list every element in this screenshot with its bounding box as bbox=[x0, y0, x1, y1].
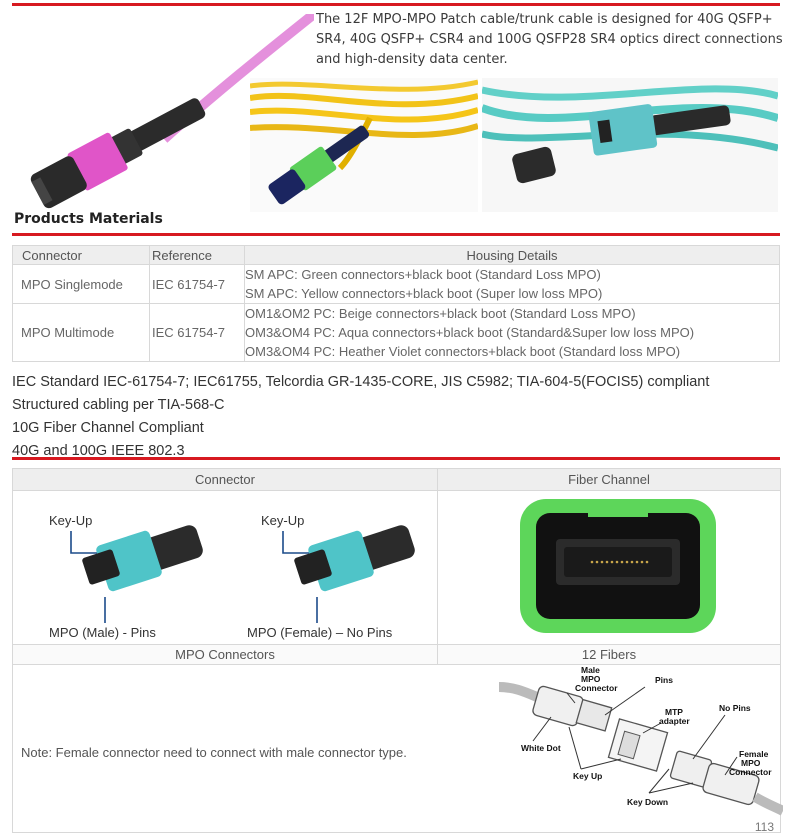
detail-line: OM3&OM4 PC: Aqua connectors+black boot (Standard&Super low loss MPO) bbox=[245, 325, 695, 340]
section-title: Products Materials bbox=[14, 211, 163, 227]
mpo-connectors-illustration bbox=[13, 491, 438, 645]
detail-line: SM APC: Yellow connectors+black boot (Super low loss MPO) bbox=[245, 286, 603, 301]
header-connector-type: Connector bbox=[13, 469, 438, 491]
caption-12-fibers: 12 Fibers bbox=[438, 645, 781, 665]
row-details bbox=[245, 265, 780, 304]
label-female: Female bbox=[739, 749, 769, 759]
row-reference: IEC 61754-7 bbox=[150, 265, 245, 304]
section-rule bbox=[12, 233, 780, 236]
compliance-item: 10G Fiber Channel Compliant bbox=[12, 420, 204, 436]
note-cell bbox=[13, 665, 781, 833]
twelve-fiber-face-svg bbox=[438, 491, 780, 641]
label-female-connector: Connector bbox=[729, 767, 772, 777]
connector-image-row bbox=[13, 491, 781, 645]
connector-header-row bbox=[13, 469, 781, 491]
male-connector-label: MPO (Male) - Pins bbox=[49, 625, 156, 640]
table-row bbox=[13, 304, 780, 362]
label-white-dot: White Dot bbox=[521, 743, 561, 753]
label-adapter: adapter bbox=[659, 716, 690, 726]
product-hero bbox=[0, 0, 800, 212]
note-row bbox=[13, 665, 781, 833]
female-key-label: Key-Up bbox=[261, 513, 305, 528]
intro-paragraph: The 12F MPO-MPO Patch cable/trunk cable is designed for 40G QSFP+ SR4, 40G QSFP+ CSR4 and 100G QSFP28 SR4 optics direct connections and high-density data center. bbox=[316, 12, 783, 67]
female-connector-label: MPO (Female) – No Pins bbox=[247, 625, 393, 640]
label-pins: Pins bbox=[655, 675, 673, 685]
row-reference: IEC 61754-7 bbox=[150, 304, 245, 362]
label-no-pins: No Pins bbox=[719, 703, 751, 713]
header-housing-details: Housing Details bbox=[245, 246, 780, 265]
row-connector: MPO Multimode bbox=[13, 304, 150, 362]
page-number: 113 bbox=[754, 820, 774, 834]
connector-caption-row bbox=[13, 645, 781, 665]
row-details bbox=[245, 304, 780, 362]
compliance-list bbox=[12, 371, 709, 463]
green-mpo-connector-photo bbox=[250, 78, 478, 212]
header-connector: Connector bbox=[13, 246, 150, 265]
label-key-up: Key Up bbox=[573, 771, 603, 781]
header-fiber-channel: Fiber Channel bbox=[438, 469, 781, 491]
connection-note: Note: Female connector need to connect with male connector type. bbox=[21, 745, 407, 760]
row-connector: MPO Singlemode bbox=[13, 265, 150, 304]
label-female-mpo: MPO bbox=[741, 758, 761, 768]
label-male: Male bbox=[581, 665, 600, 675]
compliance-item: 40G and 100G IEEE 802.3 bbox=[12, 443, 185, 459]
label-male-mpo: MPO bbox=[581, 674, 601, 684]
header-reference: Reference bbox=[150, 246, 245, 265]
mpo-mating-diagram bbox=[493, 665, 783, 831]
detail-line: OM1&OM2 PC: Beige connectors+black boot (Standard Loss MPO) bbox=[245, 306, 636, 321]
materials-header-row bbox=[13, 246, 780, 265]
fiber-channel-illustration bbox=[438, 491, 781, 645]
materials-table bbox=[12, 245, 780, 362]
male-key-label: Key-Up bbox=[49, 513, 93, 528]
caption-mpo-connectors: MPO Connectors bbox=[13, 645, 438, 665]
detail-line: SM APC: Green connectors+black boot (Standard Loss MPO) bbox=[245, 267, 601, 282]
aqua-mpo-connector-photo bbox=[482, 78, 778, 212]
male-female-connectors-svg bbox=[13, 491, 437, 641]
table-row bbox=[13, 265, 780, 304]
label-male-connector: Connector bbox=[575, 683, 618, 693]
detail-line: OM3&OM4 PC: Heather Violet connectors+black boot (Standard loss MPO) bbox=[245, 344, 681, 359]
label-mtp: MTP bbox=[665, 707, 683, 717]
compliance-item: IEC Standard IEC-61754-7; IEC61755, Telcordia GR-1435-CORE, JIS C5982; TIA-604-5(FOCIS5) compliant bbox=[12, 374, 710, 390]
label-key-down: Key Down bbox=[627, 797, 669, 807]
connector-table bbox=[12, 468, 781, 833]
compliance-item: Structured cabling per TIA-568-C bbox=[12, 397, 225, 413]
